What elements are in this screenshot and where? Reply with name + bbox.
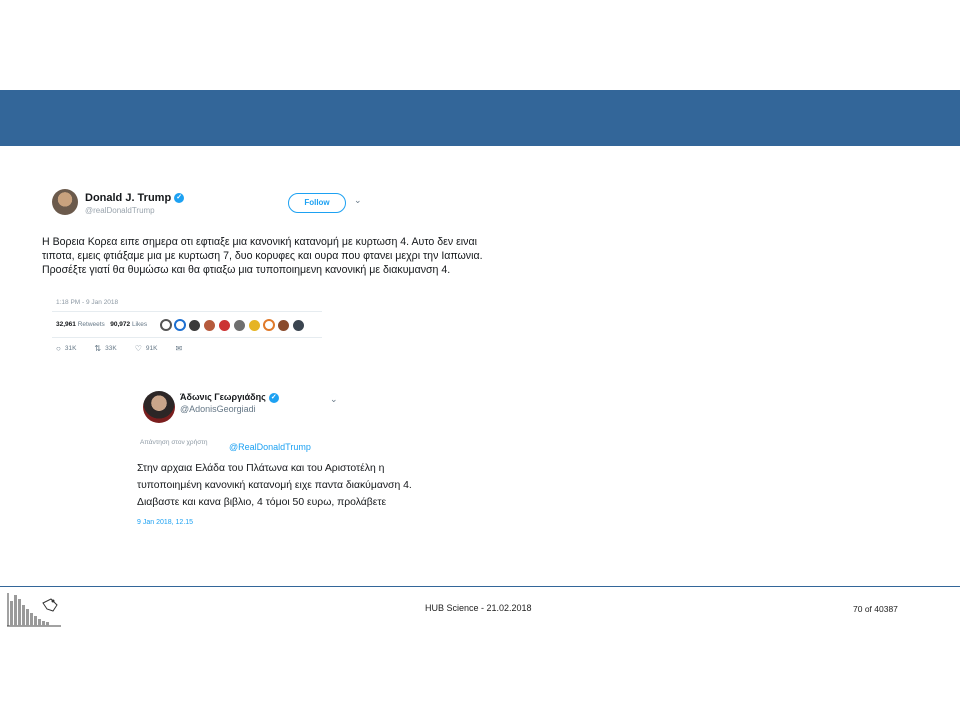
tweet-text-line: τυποποιημένη κανονική κατανομή ειχε παντα διακύμανση 4. xyxy=(137,480,412,491)
tweet-text-line: Διαβαστε και κανα βιβλιο, 4 τόμοι 50 ευρω, προλάβετε xyxy=(137,497,387,508)
author-name-text: Άδωνις Γεωργιάδης xyxy=(180,392,266,402)
footer-divider xyxy=(0,586,960,587)
reply-to-label: Απάντηση στον χρήστη xyxy=(140,439,208,446)
retweet-button[interactable] xyxy=(94,344,116,353)
tweet-text-line: Στην αρχαια Ελάδα του Πλάτωνα και του Αριστοτέλη η xyxy=(137,463,385,474)
author-name-text: Donald J. Trump xyxy=(85,192,172,204)
avatar[interactable] xyxy=(188,319,201,332)
tweet-timestamp[interactable]: 1:18 PM - 9 Jan 2018 xyxy=(56,299,119,306)
retweet-icon: ⇅ xyxy=(94,344,102,353)
message-button[interactable] xyxy=(175,344,182,353)
avatar[interactable] xyxy=(52,189,78,215)
avatar[interactable] xyxy=(203,319,216,332)
reply-count: 31K xyxy=(64,345,77,352)
avatar[interactable] xyxy=(248,319,261,332)
envelope-icon: ✉ xyxy=(175,344,183,353)
tweet-author-handle[interactable]: @AdonisGeorgiadi xyxy=(180,404,256,414)
retweet-count: 33K xyxy=(105,345,117,352)
tweet-card-georgiadis xyxy=(130,382,500,532)
heart-icon: ♡ xyxy=(134,344,142,353)
tweet-actions xyxy=(56,344,216,353)
avatar[interactable] xyxy=(233,319,246,332)
avatar[interactable] xyxy=(292,319,305,332)
like-count: 91K xyxy=(145,345,158,352)
avatar[interactable] xyxy=(174,319,186,331)
avatar[interactable] xyxy=(218,319,231,332)
page-number: 70 of 40387 xyxy=(853,604,898,614)
tweet-text: Η Βορεια Κορεα ειπε σημερα οτι εφτιαξε μια κανονική κατανομή με κυρτωση 4. Αυτο δεν ειναι τιποτα, εμεις φτιάξαμε μια με κυρτωση 7, δυο κορυφες και ουρα που φτανει μεχρι την Ιαπωνια. Προσέξτε γιατί θα θυμώσω και θα φτιαξω μια τυποποιημενη κανονική με διακυμανση 4. xyxy=(42,236,483,276)
likes-count[interactable]: 90,972 xyxy=(110,321,131,328)
verified-badge-icon: ✓ xyxy=(269,393,279,403)
divider xyxy=(52,311,322,312)
avatar[interactable] xyxy=(160,319,172,331)
tweet-author-handle[interactable]: @realDonaldTrump xyxy=(85,206,155,215)
avatar[interactable] xyxy=(277,319,290,332)
tweet-author-name[interactable] xyxy=(180,392,279,403)
reply-icon: ○ xyxy=(56,344,61,353)
reply-button[interactable] xyxy=(56,344,76,353)
avatar[interactable] xyxy=(143,391,175,423)
follow-button[interactable]: Follow xyxy=(288,193,346,213)
footer-text: HUB Science - 21.02.2018 xyxy=(425,603,532,613)
hub-logo-icon xyxy=(5,589,63,629)
retweets-count[interactable]: 32,961 xyxy=(56,321,76,328)
like-button[interactable] xyxy=(135,344,158,353)
tweet-card-trump xyxy=(40,180,500,360)
tweet-author-name[interactable] xyxy=(85,192,184,204)
tweet-stats xyxy=(56,321,147,328)
tweet-timestamp[interactable]: 9 Jan 2018, 12.15 xyxy=(137,519,194,526)
chevron-down-icon[interactable]: ⌄ xyxy=(330,394,338,404)
liker-avatars xyxy=(160,319,305,331)
likes-label: Likes xyxy=(131,321,148,328)
chevron-down-icon[interactable]: ⌄ xyxy=(354,195,362,205)
retweets-label: Retweets xyxy=(77,321,105,328)
title-banner xyxy=(0,90,960,146)
reply-mention-link[interactable]: @RealDonaldTrump xyxy=(229,442,311,452)
avatar[interactable] xyxy=(263,319,275,331)
tweet-text xyxy=(137,460,497,511)
divider xyxy=(52,337,322,338)
verified-badge-icon: ✓ xyxy=(174,193,184,203)
